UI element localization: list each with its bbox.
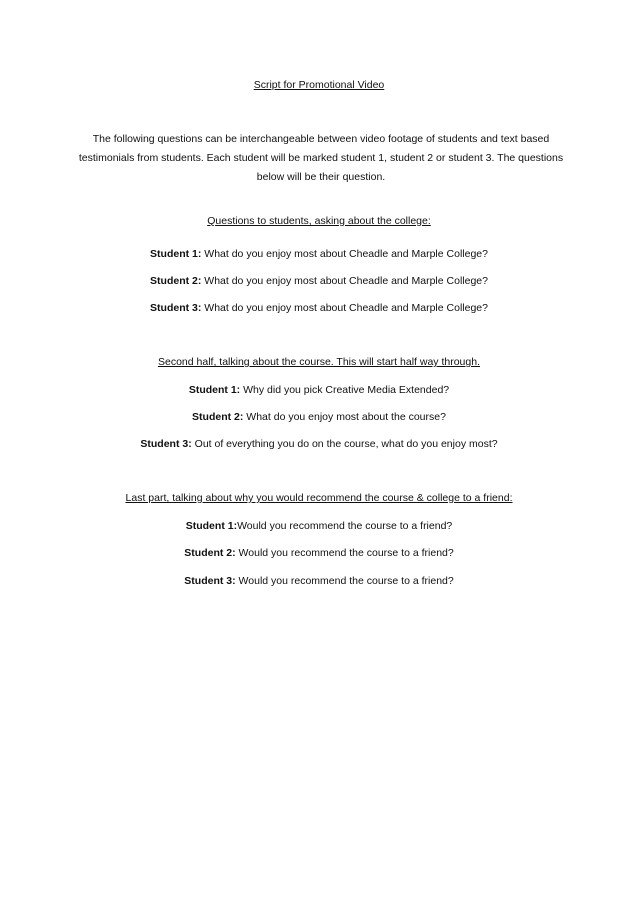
question-line	[0, 547, 638, 559]
question-line	[0, 438, 638, 450]
document-title: Script for Promotional Video	[253, 79, 385, 91]
student-label: Student 2:	[184, 547, 236, 559]
question-text: What do you enjoy most about Cheadle and Marple College?	[201, 248, 488, 260]
question-text: Would you recommend the course to a friend?	[235, 547, 454, 559]
intro-paragraph: The following questions can be interchangeable between video footage of students and text based testimonials from students. Each student will be marked student 1, student 2 or student 3. The questions below will be their question.	[78, 133, 564, 183]
question-text: What do you enjoy most about the course?	[243, 411, 446, 423]
student-label: Student 1:	[188, 384, 241, 396]
student-label: Student 2:	[150, 275, 202, 287]
student-label: Student 3:	[184, 575, 236, 587]
question-text: What do you enjoy most about Cheadle and Marple College?	[201, 275, 488, 287]
section-heading-course: Second half, talking about the course. This will start half way through.	[158, 356, 480, 368]
student-label: Student 1:	[150, 248, 202, 260]
question-text: What do you enjoy most about Cheadle and Marple College?	[201, 302, 488, 314]
student-label: Student 2:	[192, 411, 244, 423]
section-heading-recommend: Last part, talking about why you would recommend the course & college to a friend:	[125, 492, 513, 504]
student-label: Student 1:	[185, 520, 238, 532]
student-label: Student 3:	[140, 438, 192, 450]
question-line	[0, 575, 638, 587]
question-text: Out of everything you do on the course, what do you enjoy most?	[191, 438, 498, 450]
question-line	[0, 302, 638, 314]
question-line	[0, 275, 638, 287]
question-text: Would you recommend the course to a friend?	[235, 575, 454, 587]
student-label: Student 3:	[150, 302, 202, 314]
question-line	[0, 411, 638, 423]
question-line	[0, 520, 638, 532]
question-text: Would you recommend the course to a friend?	[237, 520, 453, 532]
question-line	[0, 248, 638, 260]
question-text: Why did you pick Creative Media Extended?	[240, 384, 450, 396]
question-line	[0, 384, 638, 396]
section-heading-college: Questions to students, asking about the college:	[207, 215, 431, 227]
